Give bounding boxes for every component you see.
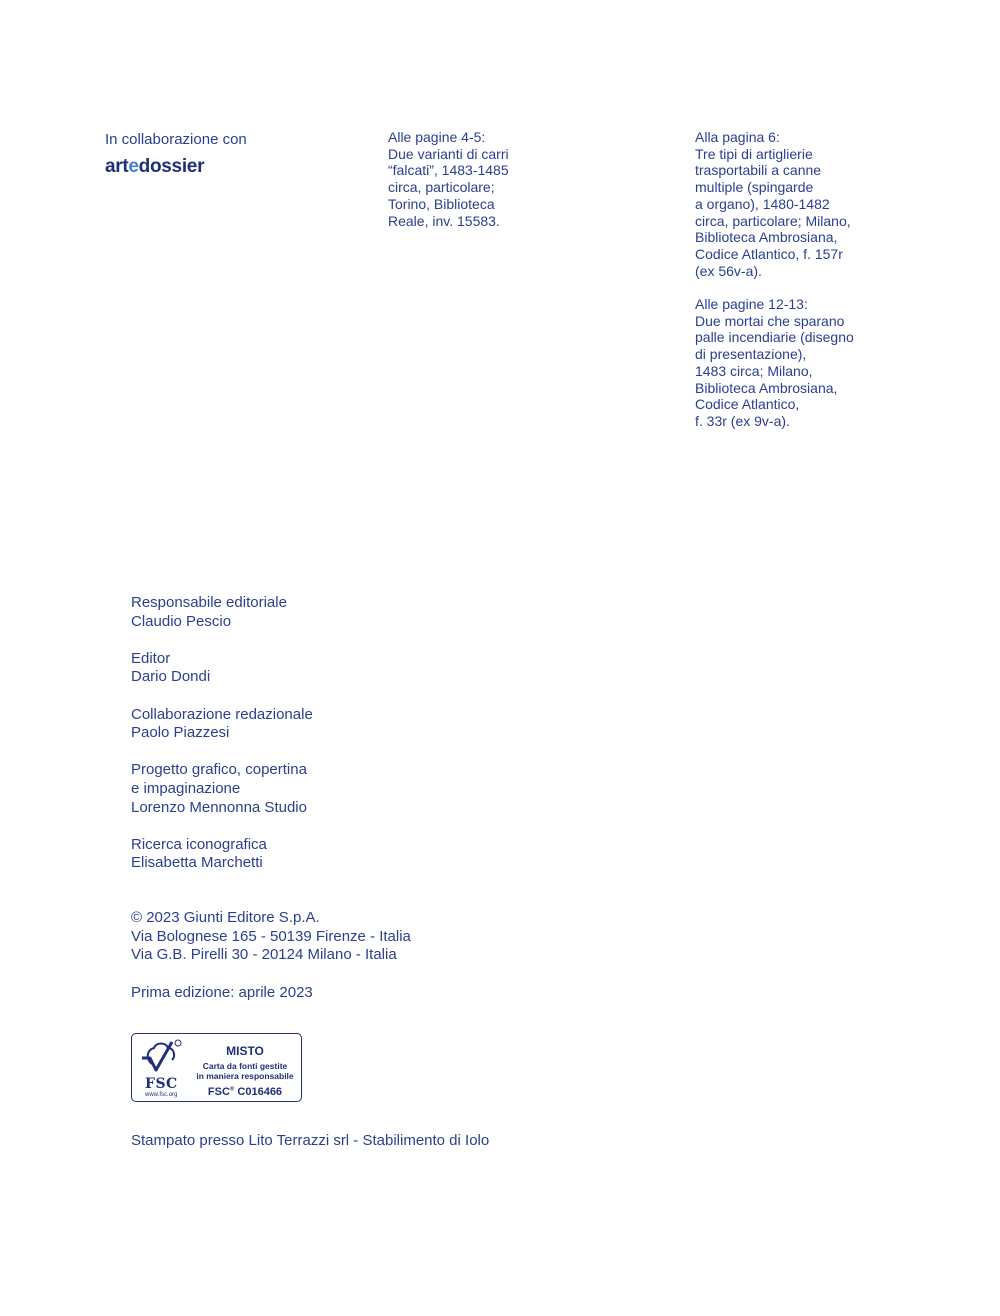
copyright-block xyxy=(131,909,411,965)
artedossier-logo xyxy=(105,156,204,178)
text-line: Ricerca iconografica xyxy=(131,835,267,853)
credit-block xyxy=(131,836,531,873)
text-line: Tre tipi di artiglierie xyxy=(695,145,813,162)
text-line: Collaborazione redazionale xyxy=(131,705,313,723)
text-line: a organo), 1480-1482 xyxy=(695,195,830,212)
text-line: © 2023 Giunti Editore S.p.A. xyxy=(131,909,320,926)
credit-block xyxy=(131,650,531,687)
caption-text xyxy=(388,129,588,229)
text-line: Paolo Piazzesi xyxy=(131,724,230,742)
credit-block xyxy=(131,594,531,631)
fsc-tree-check-icon xyxy=(138,1038,182,1078)
text-line: multiple (spingarde xyxy=(695,179,814,196)
text-line: circa, particolare; Milano, xyxy=(695,212,851,229)
text-line: Lorenzo Mennonna Studio xyxy=(131,798,307,816)
text-line: 1483 circa; Milano, xyxy=(695,362,813,379)
logo-part-e: e xyxy=(128,156,139,177)
caption-pages-4-5 xyxy=(388,129,588,229)
text-line: Alla pagina 6: xyxy=(695,129,780,145)
text-line: Reale, inv. 15583. xyxy=(388,212,500,229)
text-line: Via Bolognese 165 - 50139 Firenze - Italia xyxy=(131,927,411,945)
text-line: Due varianti di carri xyxy=(388,145,509,162)
logo-part-dossier: dossier xyxy=(138,156,205,177)
credit-block xyxy=(131,761,531,817)
fsc-desc-line: Carta da fonti gestite xyxy=(202,1061,288,1071)
edition-note: Prima edizione: aprile 2023 xyxy=(131,984,313,1001)
text-line: Codice Atlantico, f. 157r xyxy=(695,245,843,262)
text-line: Elisabetta Marchetti xyxy=(131,854,263,872)
text-line: di presentazione), xyxy=(695,346,807,363)
fsc-url: www.fsc.org xyxy=(145,1092,178,1098)
text-line: circa, particolare; xyxy=(388,179,495,196)
text-line: trasportabili a canne xyxy=(695,162,822,179)
text-line: Due mortai che sparano xyxy=(695,312,845,329)
text-line: “falcati”, 1483-1485 xyxy=(388,162,509,179)
credits-list xyxy=(131,594,531,892)
fsc-label: MISTO xyxy=(226,1044,264,1058)
text-line: palle incendiarie (disegno xyxy=(695,329,854,346)
text-line: Progetto grafico, copertina xyxy=(131,761,307,779)
text-line: f. 33r (ex 9v-a). xyxy=(695,412,790,429)
credit-block xyxy=(131,706,531,743)
text-line: Biblioteca Ambrosiana, xyxy=(695,229,838,246)
fsc-code-prefix: FSC xyxy=(207,1086,230,1098)
fsc-code-number: C016466 xyxy=(234,1086,283,1098)
text-line: (ex 56v-a). xyxy=(695,262,762,279)
fsc-license-code xyxy=(192,1086,298,1098)
caption-page-6 xyxy=(695,129,895,279)
text-line: Editor xyxy=(131,649,171,667)
fsc-description xyxy=(192,1061,298,1081)
printer-note: Stampato presso Lito Terrazzi srl - Stabilimento di Iolo xyxy=(131,1132,490,1149)
text-line: Responsabile editoriale xyxy=(131,594,287,611)
fsc-brand: FSC xyxy=(145,1076,178,1092)
text-line: e impaginazione xyxy=(131,779,241,797)
caption-pages-12-13 xyxy=(695,296,895,430)
text-line: Torino, Biblioteca xyxy=(388,195,495,212)
fsc-desc-line: in maniera responsabile xyxy=(196,1071,294,1081)
fsc-registered-mark: ® xyxy=(229,1086,235,1093)
text-line: Via G.B. Pirelli 30 - 20124 Milano - Italia xyxy=(131,946,397,964)
text-line: Alle pagine 4-5: xyxy=(388,129,486,145)
text-line: Claudio Pescio xyxy=(131,612,232,630)
caption-column-right xyxy=(695,129,895,430)
collaboration-label: In collaborazione con xyxy=(105,131,247,148)
text-line: Dario Dondi xyxy=(131,668,211,686)
text-line: Codice Atlantico, xyxy=(695,396,800,413)
logo-part-art: art xyxy=(105,156,129,177)
text-line: Alle pagine 12-13: xyxy=(695,296,808,313)
text-line: Biblioteca Ambrosiana, xyxy=(695,379,838,396)
fsc-certification-badge xyxy=(131,1033,302,1102)
